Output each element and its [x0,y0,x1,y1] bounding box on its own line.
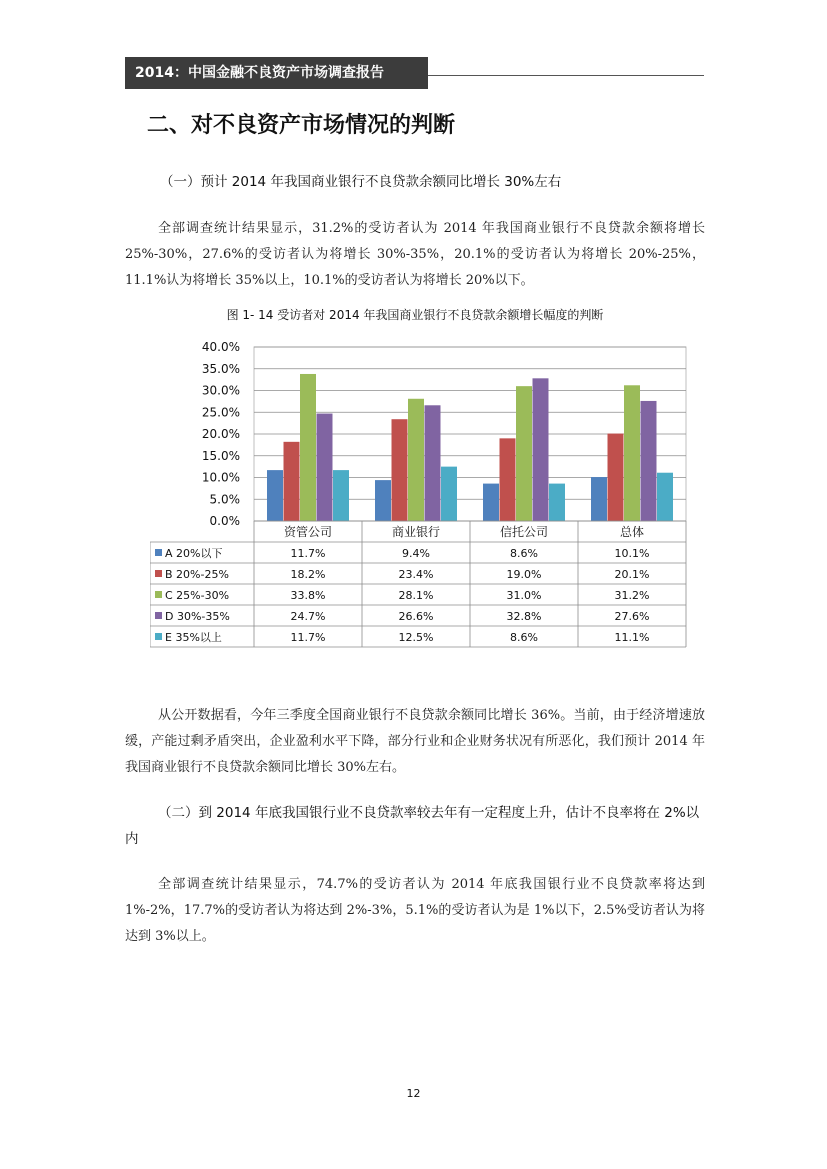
legend-swatch [155,591,162,598]
data-label: 20.1% [614,568,650,581]
data-label: 11.7% [290,547,326,560]
paragraph-2: 从公开数据看，今年三季度全国商业银行不良贷款余额同比增长 36%。当前，由于经济增速放缓，产能过剩矛盾突出，企业盈利水平下降，部分行业和企业财务状况有所恶化，我们预计 2014 年我国商业银行不良贷款余额同比增长 30%左右。 [125,708,705,775]
bar [591,477,607,521]
legend-swatch [155,633,162,640]
data-label: 8.6% [510,631,538,644]
data-label: 11.7% [290,631,326,644]
bar [375,480,391,521]
bar [483,484,499,521]
x-category-label: 商业银行 [391,525,441,539]
data-label: 10.1% [614,547,650,560]
y-tick-label: 10.0% [201,470,240,485]
legend-entry: E 35%以上 [165,631,222,644]
legend-entry: B 20%-25% [165,568,229,581]
paragraph-1: 全部调查统计结果显示，31.2%的受访者认为 2014 年我国商业银行不良贷款余额将增长 25%-30%，27.6%的受访者认为将增长 30%-35%，20.1%的受访者认为将增长 20%-25%，11.1%认为将增长 35%以上，10.1%的受访者认为将增长 20%以下。 [125,221,705,288]
report-header-title: 2014：中国金融不良资产市场调查报告 [125,57,428,89]
data-label: 31.2% [614,589,650,602]
figure-caption: 图 1- 14 受访者对 2014 年我国商业银行不良贷款余额增长幅度的判断 [226,308,604,322]
bar [408,399,424,521]
data-label: 19.0% [506,568,542,581]
bar [441,467,457,521]
legend-entry: C 25%-30% [165,589,230,602]
y-tick-label: 40.0% [201,340,240,354]
bar [300,374,316,521]
data-label: 32.8% [506,610,542,623]
paragraph-3: 全部调查统计结果显示，74.7%的受访者认为 2014 年底我国银行业不良贷款率将达到 1%-2%，17.7%的受访者认为将达到 2%-3%，5.1%的受访者认为是 1%以下，2.5%受访者认为将达到 3%以上。 [125,877,705,944]
bar [392,419,408,521]
legend-swatch [155,549,162,556]
data-label: 28.1% [398,589,434,602]
bar [267,470,283,521]
data-label: 9.4% [402,547,430,560]
y-tick-label: 20.0% [201,427,240,441]
legend-entry: D 30%-35% [165,610,230,623]
legend-swatch [155,612,162,619]
data-label: 33.8% [290,589,326,602]
bar [657,473,673,521]
legend-entry: A 20%以下 [165,547,223,560]
y-tick-label: 15.0% [201,448,240,463]
data-label: 11.1% [614,631,650,644]
data-label: 27.6% [614,610,650,623]
bar [533,378,549,521]
x-category-label: 总体 [619,525,645,539]
y-tick-label: 25.0% [201,405,240,420]
data-label: 23.4% [398,568,434,581]
bar [608,434,624,521]
y-tick-label: 0.0% [209,514,240,528]
data-label: 24.7% [290,610,326,623]
subsection-heading-1: （一）预计 2014 年我国商业银行不良贷款余额同比增长 30%左右 [160,174,562,190]
y-tick-label: 35.0% [201,361,240,376]
legend-swatch [155,570,162,577]
bar [317,414,333,521]
data-label: 18.2% [290,568,326,581]
data-label: 8.6% [510,547,538,560]
subsection-heading-2: （二）到 2014 年底我国银行业不良贷款率较去年有一定程度上升，估计不良率将在 2%以内 [125,805,700,847]
bar [624,385,640,521]
bar [284,442,300,521]
bar-chart [150,330,690,652]
data-label: 31.0% [506,589,542,602]
x-category-label: 信托公司 [499,525,549,539]
data-label: 12.5% [398,631,434,644]
header-rule [428,75,704,76]
page-number: 12 [406,1087,421,1100]
y-tick-label: 30.0% [201,383,240,398]
bar [425,405,441,521]
bar [333,470,349,521]
section-title: 二、对不良资产市场情况的判断 [147,113,456,138]
y-tick-label: 5.0% [209,492,240,507]
data-label: 26.6% [398,610,434,623]
bar [500,438,516,521]
bar [516,386,532,521]
bar [549,484,565,521]
bar [641,401,657,521]
x-category-label: 资管公司 [283,525,333,539]
